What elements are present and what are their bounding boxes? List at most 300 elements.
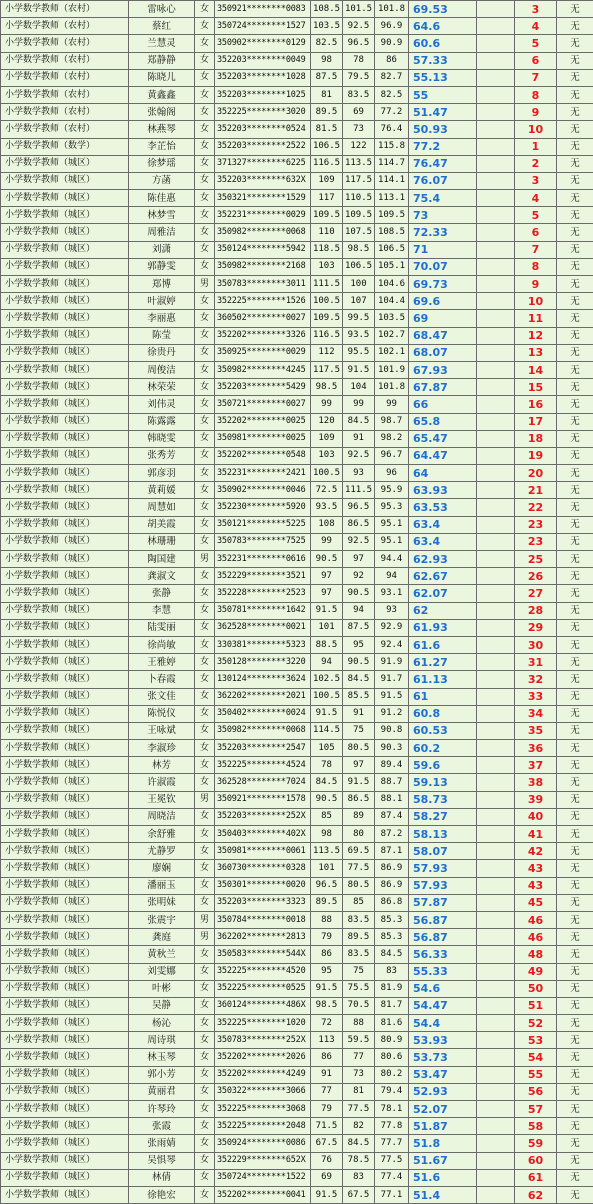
total-score-cell: 72.33 bbox=[409, 224, 477, 241]
weighted-score-cell: 90.9 bbox=[375, 35, 409, 52]
weighted-score-cell: 87.4 bbox=[375, 808, 409, 825]
name-cell: 林玉琴 bbox=[129, 1049, 195, 1066]
gender-cell: 女 bbox=[195, 1049, 215, 1066]
gender-cell: 女 bbox=[195, 396, 215, 413]
remark-cell: 无 bbox=[557, 619, 593, 636]
weighted-score-cell: 87.1 bbox=[375, 843, 409, 860]
post-cell: 小学数学教师（城区） bbox=[1, 791, 129, 808]
rank-cell: 18 bbox=[515, 430, 557, 447]
blank-cell bbox=[477, 826, 515, 843]
written-score-cell: 78 bbox=[311, 757, 343, 774]
gender-cell: 女 bbox=[195, 740, 215, 757]
remark-cell: 无 bbox=[557, 1066, 593, 1083]
name-cell: 林芳 bbox=[129, 757, 195, 774]
table-row bbox=[1, 155, 593, 172]
total-score-cell: 56.87 bbox=[409, 911, 477, 928]
weighted-score-cell: 104.6 bbox=[375, 276, 409, 293]
blank-cell bbox=[477, 155, 515, 172]
table-row bbox=[1, 207, 593, 224]
interview-score-cell: 86.5 bbox=[343, 791, 375, 808]
id-number-cell: 350583********544X bbox=[215, 946, 311, 963]
written-score-cell: 116.5 bbox=[311, 327, 343, 344]
remark-cell: 无 bbox=[557, 1083, 593, 1100]
total-score-cell: 76.07 bbox=[409, 172, 477, 189]
total-score-cell: 59.6 bbox=[409, 757, 477, 774]
rank-cell: 26 bbox=[515, 568, 557, 585]
rank-cell: 46 bbox=[515, 929, 557, 946]
id-number-cell: 352225********1020 bbox=[215, 1015, 311, 1032]
rank-cell: 54 bbox=[515, 1049, 557, 1066]
gender-cell: 女 bbox=[195, 568, 215, 585]
post-cell: 小学数学教师（城区） bbox=[1, 946, 129, 963]
written-score-cell: 101 bbox=[311, 619, 343, 636]
table-row bbox=[1, 327, 593, 344]
id-number-cell: 360124********486X bbox=[215, 997, 311, 1014]
gender-cell: 女 bbox=[195, 207, 215, 224]
gender-cell: 女 bbox=[195, 877, 215, 894]
written-score-cell: 88 bbox=[311, 911, 343, 928]
name-cell: 林荣荣 bbox=[129, 379, 195, 396]
total-score-cell: 60.6 bbox=[409, 35, 477, 52]
written-score-cell: 106.5 bbox=[311, 138, 343, 155]
gender-cell: 女 bbox=[195, 654, 215, 671]
interview-score-cell: 109.5 bbox=[343, 207, 375, 224]
total-score-cell: 60.2 bbox=[409, 740, 477, 757]
remark-cell: 无 bbox=[557, 808, 593, 825]
post-cell: 小学数学教师（城区） bbox=[1, 585, 129, 602]
blank-cell bbox=[477, 602, 515, 619]
total-score-cell: 73 bbox=[409, 207, 477, 224]
blank-cell bbox=[477, 1118, 515, 1135]
remark-cell: 无 bbox=[557, 413, 593, 430]
post-cell: 小学数学教师（城区） bbox=[1, 499, 129, 516]
remark-cell: 无 bbox=[557, 722, 593, 739]
table-row bbox=[1, 344, 593, 361]
written-score-cell: 103 bbox=[311, 447, 343, 464]
remark-cell: 无 bbox=[557, 293, 593, 310]
written-score-cell: 102.5 bbox=[311, 671, 343, 688]
written-score-cell: 72 bbox=[311, 1015, 343, 1032]
name-cell: 张翰阁 bbox=[129, 104, 195, 121]
interview-score-cell: 83.5 bbox=[343, 911, 375, 928]
written-score-cell: 91.5 bbox=[311, 1186, 343, 1203]
weighted-score-cell: 86.9 bbox=[375, 860, 409, 877]
id-number-cell: 352203********0049 bbox=[215, 52, 311, 69]
remark-cell: 无 bbox=[557, 997, 593, 1014]
id-number-cell: 352202********0548 bbox=[215, 447, 311, 464]
blank-cell bbox=[477, 138, 515, 155]
total-score-cell: 62.07 bbox=[409, 585, 477, 602]
name-cell: 许淑霞 bbox=[129, 774, 195, 791]
gender-cell: 女 bbox=[195, 516, 215, 533]
table-row bbox=[1, 671, 593, 688]
gender-cell: 女 bbox=[195, 757, 215, 774]
total-score-cell: 69.53 bbox=[409, 1, 477, 18]
id-number-cell: 352203********2522 bbox=[215, 138, 311, 155]
written-score-cell: 98 bbox=[311, 826, 343, 843]
interview-score-cell: 92.5 bbox=[343, 447, 375, 464]
blank-cell bbox=[477, 877, 515, 894]
weighted-score-cell: 103.5 bbox=[375, 310, 409, 327]
rank-cell: 23 bbox=[515, 516, 557, 533]
remark-cell: 无 bbox=[557, 671, 593, 688]
weighted-score-cell: 88.7 bbox=[375, 774, 409, 791]
name-cell: 郑博 bbox=[129, 276, 195, 293]
total-score-cell: 55 bbox=[409, 86, 477, 103]
table-row bbox=[1, 929, 593, 946]
gender-cell: 女 bbox=[195, 1169, 215, 1186]
interview-score-cell: 84.5 bbox=[343, 1135, 375, 1152]
id-number-cell: 350921********1578 bbox=[215, 791, 311, 808]
weighted-score-cell: 81.7 bbox=[375, 997, 409, 1014]
weighted-score-cell: 90.8 bbox=[375, 722, 409, 739]
table-row bbox=[1, 619, 593, 636]
weighted-score-cell: 95.1 bbox=[375, 516, 409, 533]
total-score-cell: 58.27 bbox=[409, 808, 477, 825]
rank-cell: 35 bbox=[515, 722, 557, 739]
post-cell: 小学数学教师（数学） bbox=[1, 138, 129, 155]
table-row bbox=[1, 585, 593, 602]
written-score-cell: 118.5 bbox=[311, 241, 343, 258]
written-score-cell: 95 bbox=[311, 963, 343, 980]
name-cell: 陈露露 bbox=[129, 413, 195, 430]
total-score-cell: 60.53 bbox=[409, 722, 477, 739]
blank-cell bbox=[477, 276, 515, 293]
weighted-score-cell: 95.9 bbox=[375, 482, 409, 499]
rank-cell: 33 bbox=[515, 688, 557, 705]
post-cell: 小学数学教师（城区） bbox=[1, 413, 129, 430]
gender-cell: 女 bbox=[195, 533, 215, 550]
weighted-score-cell: 83 bbox=[375, 963, 409, 980]
written-score-cell: 114.5 bbox=[311, 722, 343, 739]
rank-cell: 38 bbox=[515, 774, 557, 791]
post-cell: 小学数学教师（城区） bbox=[1, 997, 129, 1014]
total-score-cell: 63.93 bbox=[409, 482, 477, 499]
table-row bbox=[1, 654, 593, 671]
interview-score-cell: 93 bbox=[343, 465, 375, 482]
blank-cell bbox=[477, 413, 515, 430]
name-cell: 刘伟灵 bbox=[129, 396, 195, 413]
name-cell: 吴惧琴 bbox=[129, 1152, 195, 1169]
name-cell: 李淑珍 bbox=[129, 740, 195, 757]
name-cell: 雷咏心 bbox=[129, 1, 195, 18]
table-row bbox=[1, 602, 593, 619]
table-row bbox=[1, 241, 593, 258]
id-number-cell: 352228********2523 bbox=[215, 585, 311, 602]
rank-cell: 51 bbox=[515, 997, 557, 1014]
post-cell: 小学数学教师（城区） bbox=[1, 1169, 129, 1186]
written-score-cell: 91.5 bbox=[311, 705, 343, 722]
rank-cell: 20 bbox=[515, 465, 557, 482]
post-cell: 小学数学教师（城区） bbox=[1, 963, 129, 980]
id-number-cell: 350924********0086 bbox=[215, 1135, 311, 1152]
name-cell: 余舒雅 bbox=[129, 826, 195, 843]
remark-cell: 无 bbox=[557, 465, 593, 482]
blank-cell bbox=[477, 310, 515, 327]
id-number-cell: 352203********1025 bbox=[215, 86, 311, 103]
gender-cell: 女 bbox=[195, 138, 215, 155]
name-cell: 陈佳惠 bbox=[129, 190, 195, 207]
post-cell: 小学数学教师（城区） bbox=[1, 757, 129, 774]
blank-cell bbox=[477, 327, 515, 344]
id-number-cell: 350783********3011 bbox=[215, 276, 311, 293]
interview-score-cell: 73 bbox=[343, 121, 375, 138]
written-score-cell: 112 bbox=[311, 344, 343, 361]
remark-cell: 无 bbox=[557, 258, 593, 275]
post-cell: 小学数学教师（城区） bbox=[1, 190, 129, 207]
gender-cell: 女 bbox=[195, 258, 215, 275]
id-number-cell: 350783********7525 bbox=[215, 533, 311, 550]
remark-cell: 无 bbox=[557, 585, 593, 602]
id-number-cell: 362528********7024 bbox=[215, 774, 311, 791]
blank-cell bbox=[477, 499, 515, 516]
id-number-cell: 352225********4524 bbox=[215, 757, 311, 774]
total-score-cell: 77.2 bbox=[409, 138, 477, 155]
weighted-score-cell: 77.1 bbox=[375, 1186, 409, 1203]
table-row bbox=[1, 636, 593, 653]
written-score-cell: 103 bbox=[311, 258, 343, 275]
table-row bbox=[1, 791, 593, 808]
written-score-cell: 98.5 bbox=[311, 997, 343, 1014]
remark-cell: 无 bbox=[557, 1, 593, 18]
post-cell: 小学数学教师（城区） bbox=[1, 877, 129, 894]
remark-cell: 无 bbox=[557, 860, 593, 877]
gender-cell: 男 bbox=[195, 276, 215, 293]
id-number-cell: 352230********5920 bbox=[215, 499, 311, 516]
written-score-cell: 82.5 bbox=[311, 35, 343, 52]
rank-cell: 21 bbox=[515, 482, 557, 499]
rank-cell: 40 bbox=[515, 808, 557, 825]
total-score-cell: 51.47 bbox=[409, 104, 477, 121]
remark-cell: 无 bbox=[557, 568, 593, 585]
interview-score-cell: 97 bbox=[343, 757, 375, 774]
rank-cell: 43 bbox=[515, 860, 557, 877]
blank-cell bbox=[477, 361, 515, 378]
written-score-cell: 88.5 bbox=[311, 636, 343, 653]
rank-cell: 62 bbox=[515, 1186, 557, 1203]
blank-cell bbox=[477, 447, 515, 464]
gender-cell: 男 bbox=[195, 791, 215, 808]
id-number-cell: 352231********0616 bbox=[215, 551, 311, 568]
table-row bbox=[1, 258, 593, 275]
remark-cell: 无 bbox=[557, 1118, 593, 1135]
gender-cell: 女 bbox=[195, 1135, 215, 1152]
blank-cell bbox=[477, 482, 515, 499]
blank-cell bbox=[477, 705, 515, 722]
remark-cell: 无 bbox=[557, 310, 593, 327]
id-number-cell: 352202********4249 bbox=[215, 1066, 311, 1083]
blank-cell bbox=[477, 69, 515, 86]
gender-cell: 女 bbox=[195, 465, 215, 482]
name-cell: 刘潇 bbox=[129, 241, 195, 258]
id-number-cell: 352229********3521 bbox=[215, 568, 311, 585]
remark-cell: 无 bbox=[557, 1015, 593, 1032]
rank-cell: 37 bbox=[515, 757, 557, 774]
remark-cell: 无 bbox=[557, 241, 593, 258]
weighted-score-cell: 104.4 bbox=[375, 293, 409, 310]
remark-cell: 无 bbox=[557, 327, 593, 344]
weighted-score-cell: 102.1 bbox=[375, 344, 409, 361]
interview-score-cell: 67.5 bbox=[343, 1186, 375, 1203]
gender-cell: 女 bbox=[195, 963, 215, 980]
interview-score-cell: 89.5 bbox=[343, 929, 375, 946]
written-score-cell: 86 bbox=[311, 1049, 343, 1066]
interview-score-cell: 70.5 bbox=[343, 997, 375, 1014]
gender-cell: 女 bbox=[195, 172, 215, 189]
blank-cell bbox=[477, 533, 515, 550]
rank-cell: 7 bbox=[515, 241, 557, 258]
blank-cell bbox=[477, 980, 515, 997]
table-row bbox=[1, 722, 593, 739]
written-score-cell: 90.5 bbox=[311, 791, 343, 808]
name-cell: 龚淑文 bbox=[129, 568, 195, 585]
name-cell: 林倩 bbox=[129, 1169, 195, 1186]
gender-cell: 女 bbox=[195, 104, 215, 121]
written-score-cell: 94 bbox=[311, 654, 343, 671]
gender-cell: 女 bbox=[195, 1015, 215, 1032]
gender-cell: 女 bbox=[195, 1032, 215, 1049]
post-cell: 小学数学教师（城区） bbox=[1, 258, 129, 275]
weighted-score-cell: 77.2 bbox=[375, 104, 409, 121]
remark-cell: 无 bbox=[557, 86, 593, 103]
interview-score-cell: 83.5 bbox=[343, 86, 375, 103]
post-cell: 小学数学教师（农村） bbox=[1, 69, 129, 86]
id-number-cell: 350982********0068 bbox=[215, 224, 311, 241]
total-score-cell: 57.93 bbox=[409, 877, 477, 894]
written-score-cell: 81.5 bbox=[311, 121, 343, 138]
gender-cell: 女 bbox=[195, 585, 215, 602]
table-row bbox=[1, 276, 593, 293]
table-row bbox=[1, 894, 593, 911]
rank-cell: 23 bbox=[515, 533, 557, 550]
remark-cell: 无 bbox=[557, 379, 593, 396]
remark-cell: 无 bbox=[557, 551, 593, 568]
weighted-score-cell: 77.8 bbox=[375, 1118, 409, 1135]
name-cell: 尤静罗 bbox=[129, 843, 195, 860]
gender-cell: 女 bbox=[195, 808, 215, 825]
total-score-cell: 54.4 bbox=[409, 1015, 477, 1032]
interview-score-cell: 92 bbox=[343, 568, 375, 585]
gender-cell: 女 bbox=[195, 722, 215, 739]
total-score-cell: 62.93 bbox=[409, 551, 477, 568]
rank-cell: 52 bbox=[515, 1015, 557, 1032]
rank-cell: 46 bbox=[515, 911, 557, 928]
post-cell: 小学数学教师（城区） bbox=[1, 327, 129, 344]
id-number-cell: 371327********6225 bbox=[215, 155, 311, 172]
written-score-cell: 97 bbox=[311, 585, 343, 602]
gender-cell: 女 bbox=[195, 35, 215, 52]
gender-cell: 女 bbox=[195, 826, 215, 843]
table-row bbox=[1, 911, 593, 928]
remark-cell: 无 bbox=[557, 516, 593, 533]
total-score-cell: 57.87 bbox=[409, 894, 477, 911]
remark-cell: 无 bbox=[557, 155, 593, 172]
total-score-cell: 70.07 bbox=[409, 258, 477, 275]
interview-score-cell: 80.5 bbox=[343, 740, 375, 757]
rank-cell: 22 bbox=[515, 499, 557, 516]
name-cell: 徐梦瑶 bbox=[129, 155, 195, 172]
post-cell: 小学数学教师（城区） bbox=[1, 826, 129, 843]
post-cell: 小学数学教师（城区） bbox=[1, 843, 129, 860]
id-number-cell: 352225********1526 bbox=[215, 293, 311, 310]
blank-cell bbox=[477, 430, 515, 447]
name-cell: 李慧 bbox=[129, 602, 195, 619]
name-cell: 叶彬 bbox=[129, 980, 195, 997]
interview-score-cell: 86.5 bbox=[343, 516, 375, 533]
id-number-cell: 352225********0525 bbox=[215, 980, 311, 997]
interview-score-cell: 91 bbox=[343, 705, 375, 722]
blank-cell bbox=[477, 379, 515, 396]
table-row bbox=[1, 190, 593, 207]
remark-cell: 无 bbox=[557, 1152, 593, 1169]
id-number-cell: 350902********0129 bbox=[215, 35, 311, 52]
total-score-cell: 51.6 bbox=[409, 1169, 477, 1186]
table-row bbox=[1, 808, 593, 825]
gender-cell: 女 bbox=[195, 619, 215, 636]
id-number-cell: 350982********4245 bbox=[215, 361, 311, 378]
post-cell: 小学数学教师（城区） bbox=[1, 172, 129, 189]
interview-score-cell: 107 bbox=[343, 293, 375, 310]
interview-score-cell: 87.5 bbox=[343, 619, 375, 636]
weighted-score-cell: 86.9 bbox=[375, 877, 409, 894]
weighted-score-cell: 113.1 bbox=[375, 190, 409, 207]
id-number-cell: 350982********0068 bbox=[215, 722, 311, 739]
written-score-cell: 117 bbox=[311, 190, 343, 207]
id-number-cell: 350784********0018 bbox=[215, 911, 311, 928]
blank-cell bbox=[477, 1186, 515, 1203]
weighted-score-cell: 82.5 bbox=[375, 86, 409, 103]
post-cell: 小学数学教师（城区） bbox=[1, 447, 129, 464]
id-number-cell: 352203********3323 bbox=[215, 894, 311, 911]
rank-cell: 10 bbox=[515, 293, 557, 310]
weighted-score-cell: 80.2 bbox=[375, 1066, 409, 1083]
gender-cell: 女 bbox=[195, 602, 215, 619]
table-row bbox=[1, 740, 593, 757]
gender-cell: 女 bbox=[195, 482, 215, 499]
gender-cell: 女 bbox=[195, 843, 215, 860]
table-row bbox=[1, 1186, 593, 1203]
name-cell: 王咏斌 bbox=[129, 722, 195, 739]
post-cell: 小学数学教师（城区） bbox=[1, 224, 129, 241]
interview-score-cell: 82 bbox=[343, 1118, 375, 1135]
total-score-cell: 60.8 bbox=[409, 705, 477, 722]
interview-score-cell: 99 bbox=[343, 396, 375, 413]
written-score-cell: 109.5 bbox=[311, 310, 343, 327]
id-number-cell: 352203********632X bbox=[215, 172, 311, 189]
id-number-cell: 350124********5942 bbox=[215, 241, 311, 258]
name-cell: 胡美霞 bbox=[129, 516, 195, 533]
name-cell: 黄莉媛 bbox=[129, 482, 195, 499]
name-cell: 张雨婧 bbox=[129, 1135, 195, 1152]
weighted-score-cell: 93 bbox=[375, 602, 409, 619]
post-cell: 小学数学教师（城区） bbox=[1, 636, 129, 653]
gender-cell: 女 bbox=[195, 1186, 215, 1203]
name-cell: 周诗琪 bbox=[129, 1032, 195, 1049]
table-row bbox=[1, 774, 593, 791]
written-score-cell: 111.5 bbox=[311, 276, 343, 293]
name-cell: 杨沁 bbox=[129, 1015, 195, 1032]
blank-cell bbox=[477, 52, 515, 69]
rank-cell: 11 bbox=[515, 310, 557, 327]
written-score-cell: 96.5 bbox=[311, 877, 343, 894]
blank-cell bbox=[477, 860, 515, 877]
gender-cell: 女 bbox=[195, 980, 215, 997]
remark-cell: 无 bbox=[557, 344, 593, 361]
post-cell: 小学数学教师（农村） bbox=[1, 52, 129, 69]
rank-cell: 3 bbox=[515, 1, 557, 18]
table-row bbox=[1, 121, 593, 138]
name-cell: 林梦雪 bbox=[129, 207, 195, 224]
